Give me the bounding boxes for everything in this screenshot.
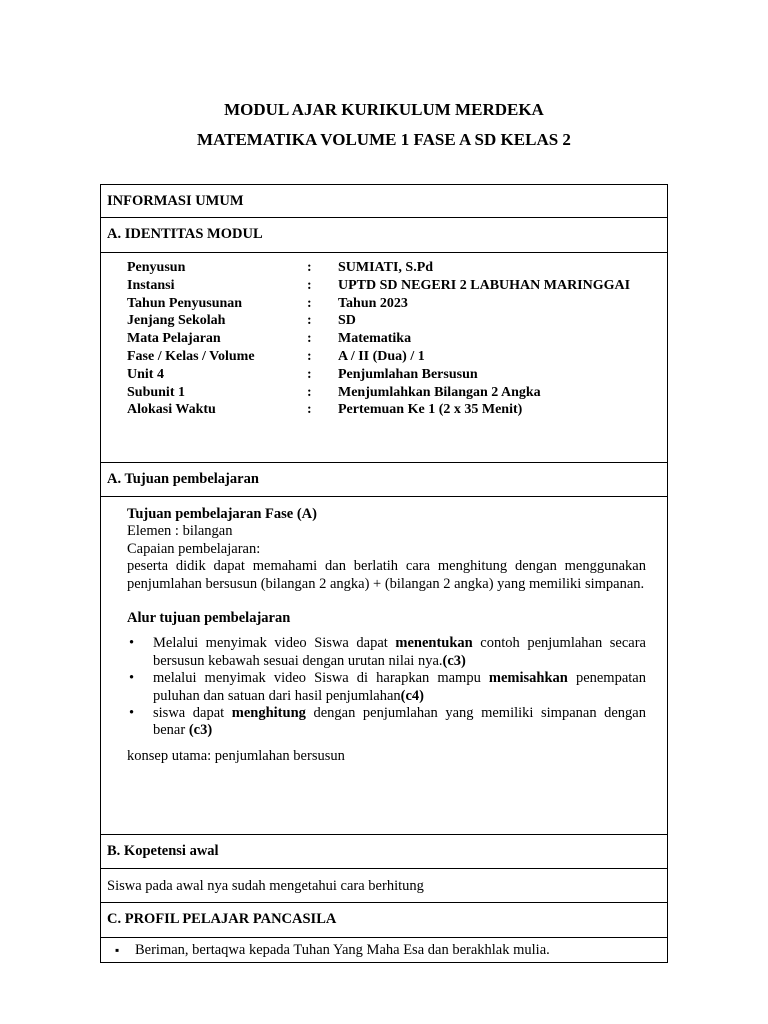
identitas-colon: :	[307, 348, 312, 364]
kompetensi-awal-text: Siswa pada awal nya sudah mengetahui cara berhitung	[101, 869, 667, 903]
identitas-colon: :	[307, 366, 312, 382]
identitas-label: Penyusun	[127, 260, 186, 275]
capaian-label: Capaian pembelajaran:	[127, 540, 261, 557]
identitas-colon: :	[307, 402, 312, 418]
identitas-label: Fase / Kelas / Volume	[127, 348, 255, 364]
alur-item-post: dengan penjumlahan yang memiliki simpanan dengan benar	[153, 705, 646, 739]
alur-tujuan-item	[127, 670, 646, 705]
module-table	[100, 184, 668, 963]
identitas-colon: :	[307, 313, 312, 329]
identitas-list	[127, 259, 630, 419]
elemen-text: Elemen : bilangan	[127, 523, 233, 540]
identitas-row	[127, 401, 630, 419]
identitas-colon: :	[307, 260, 312, 275]
identitas-label: Subunit 1	[127, 384, 185, 400]
alur-tujuan-item	[127, 635, 646, 670]
alur-item-post: penempatan puluhan dan satuan dari hasil penjumlahan	[153, 670, 646, 704]
identitas-value: SUMIATI, S.Pd	[338, 260, 434, 275]
identitas-row	[127, 384, 630, 402]
alur-item-pre: siswa dapat	[153, 705, 232, 722]
informasi-umum-heading: INFORMASI UMUM	[101, 185, 667, 218]
alur-item-bold: menghitung	[231, 705, 306, 722]
identitas-value: SD	[338, 313, 356, 329]
alur-item-tag: (c4)	[400, 687, 424, 704]
alur-tujuan-title: Alur tujuan pembelajaran	[127, 610, 291, 627]
alur-item-bold: menentukan	[395, 635, 473, 652]
alur-tujuan-list	[127, 635, 646, 739]
identitas-row	[127, 312, 630, 330]
alur-item-bold: memisahkan	[488, 670, 568, 687]
identitas-row	[127, 277, 630, 295]
profil-pelajar-section	[101, 938, 667, 962]
profil-pelajar-heading: C. PROFIL PELAJAR PANCASILA	[101, 903, 667, 938]
identitas-row	[127, 259, 630, 277]
capaian-text: peserta didik dapat memahami dan berlatih cara menghitung dengan menggunakan penjumlahan bersusun (bilangan 2 angka) + (bilangan 2 angka) yang memiliki simpanan.	[127, 558, 646, 592]
identitas-colon: :	[307, 331, 312, 347]
konsep-utama-text: konsep utama: penjumlahan bersusun	[127, 747, 345, 764]
identitas-label: Mata Pelajaran	[127, 331, 221, 347]
alur-item-tag: (c3)	[188, 722, 213, 739]
identitas-label: Alokasi Waktu	[127, 402, 216, 418]
identitas-value: Penjumlahan Bersusun	[338, 366, 478, 382]
identitas-value: A / II (Dua) / 1	[338, 348, 425, 364]
alur-item-post: contoh penjumlahan secara bersusun kebawah sesuai dengan urutan nilai nya.	[153, 635, 646, 669]
identitas-colon: :	[307, 295, 312, 311]
document-title: MODUL AJAR KURIKULUM MERDEKA	[224, 100, 544, 119]
tujuan-pembelajaran-section	[101, 497, 667, 835]
identitas-value: Menjumlahkan Bilangan 2 Angka	[338, 384, 541, 400]
identitas-row	[127, 366, 630, 384]
identitas-value: Pertemuan Ke 1 (2 x 35 Menit)	[338, 402, 523, 418]
identitas-modul-section	[101, 253, 667, 463]
tujuan-subtitle: Tujuan pembelajaran Fase (A)	[127, 506, 317, 522]
identitas-row	[127, 295, 630, 313]
identitas-colon: :	[307, 277, 312, 293]
identitas-row	[127, 330, 630, 348]
identitas-value: Matematika	[338, 331, 412, 347]
alur-item-pre: Melalui menyimak video Siswa dapat	[153, 635, 396, 652]
identitas-label: Instansi	[127, 277, 175, 293]
tujuan-pembelajaran-heading: A. Tujuan pembelajaran	[101, 463, 667, 497]
identitas-colon: :	[307, 384, 312, 400]
alur-tujuan-item	[127, 705, 646, 740]
alur-item-pre: melalui menyimak video Siswa di harapkan mampu	[153, 670, 489, 687]
alur-item-tag: (c3)	[442, 652, 466, 669]
profil-item: ▪ Beriman, bertaqwa kepada Tuhan Yang Maha Esa dan berakhlak mulia.	[113, 940, 550, 960]
identitas-value: Tahun 2023	[338, 295, 408, 311]
kompetensi-awal-heading: B. Kopetensi awal	[101, 835, 667, 869]
identitas-modul-heading: A. IDENTITAS MODUL	[101, 218, 667, 253]
profil-list	[113, 940, 550, 960]
identitas-label: Jenjang Sekolah	[127, 313, 226, 329]
identitas-label: Unit 4	[127, 366, 164, 382]
identitas-label: Tahun Penyusunan	[127, 295, 243, 311]
identitas-value: UPTD SD NEGERI 2 LABUHAN MARINGGAI	[338, 277, 631, 293]
identitas-row	[127, 348, 630, 366]
document-subtitle: MATEMATIKA VOLUME 1 FASE A SD KELAS 2	[197, 130, 571, 149]
